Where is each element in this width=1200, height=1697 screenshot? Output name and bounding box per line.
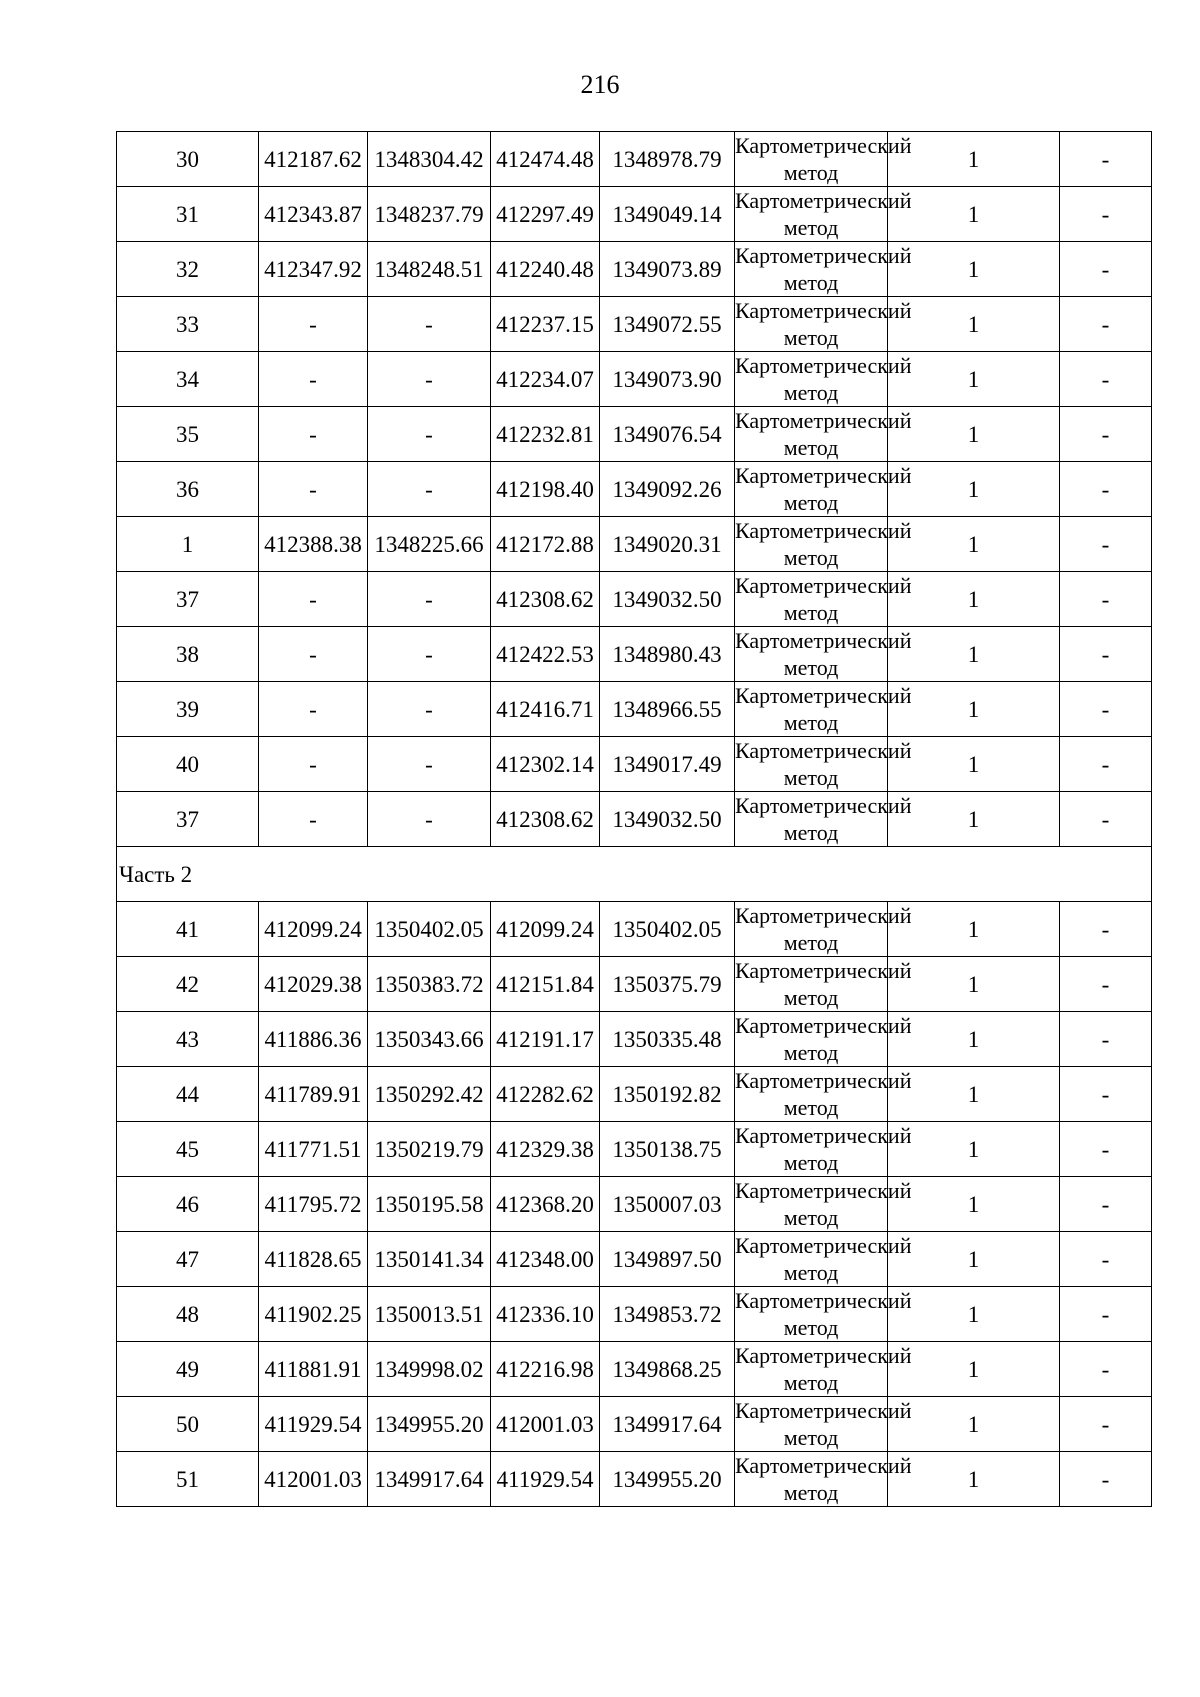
accuracy-cell: 1 xyxy=(888,1342,1060,1397)
old-y-cell: 1348225.66 xyxy=(368,517,491,572)
method-cell: Картометрический метод xyxy=(735,133,912,185)
new-y-cell: 1349072.55 xyxy=(600,297,735,352)
description-cell: - xyxy=(1060,682,1152,737)
accuracy-cell: 1 xyxy=(888,572,1060,627)
table-row xyxy=(117,1012,1152,1067)
new-x-cell: 412302.14 xyxy=(491,737,600,792)
new-y-cell: 1349032.50 xyxy=(600,792,735,847)
accuracy-cell: 1 xyxy=(888,1452,1060,1507)
new-x-cell: 412216.98 xyxy=(491,1342,600,1397)
point-number-cell: 32 xyxy=(117,242,259,297)
method-cell: Картометрический метод xyxy=(735,1178,912,1230)
new-y-cell: 1349092.26 xyxy=(600,462,735,517)
accuracy-cell: 1 xyxy=(888,902,1060,957)
point-number-cell: 34 xyxy=(117,352,259,407)
accuracy-cell: 1 xyxy=(888,1177,1060,1232)
method-cell: Картометрический метод xyxy=(735,1288,912,1340)
description-cell: - xyxy=(1060,902,1152,957)
new-x-cell: 412198.40 xyxy=(491,462,600,517)
point-number-cell: 1 xyxy=(117,517,259,572)
new-y-cell: 1349073.89 xyxy=(600,242,735,297)
old-x-cell: - xyxy=(259,352,368,407)
point-number-cell: 37 xyxy=(117,792,259,847)
table-row xyxy=(117,1342,1152,1397)
new-y-cell: 1350402.05 xyxy=(600,902,735,957)
method-cell: Картометрический метод xyxy=(735,463,912,515)
old-x-cell: 411795.72 xyxy=(259,1177,368,1232)
old-x-cell: - xyxy=(259,407,368,462)
section-label: Часть 2 xyxy=(117,847,1152,902)
description-cell: - xyxy=(1060,132,1152,187)
old-x-cell: - xyxy=(259,297,368,352)
old-y-cell: - xyxy=(368,792,491,847)
old-y-cell: 1350141.34 xyxy=(368,1232,491,1287)
method-cell: Картометрический метод xyxy=(735,1343,912,1395)
table-row xyxy=(117,297,1152,352)
point-number-cell: 42 xyxy=(117,957,259,1012)
new-x-cell: 412282.62 xyxy=(491,1067,600,1122)
accuracy-cell: 1 xyxy=(888,1287,1060,1342)
accuracy-cell: 1 xyxy=(888,132,1060,187)
method-cell: Картометрический метод xyxy=(735,903,912,955)
accuracy-cell: 1 xyxy=(888,1397,1060,1452)
new-y-cell: 1348966.55 xyxy=(600,682,735,737)
description-cell: - xyxy=(1060,297,1152,352)
new-y-cell: 1349017.49 xyxy=(600,737,735,792)
new-x-cell: 412151.84 xyxy=(491,957,600,1012)
old-x-cell: 411828.65 xyxy=(259,1232,368,1287)
method-cell: Картометрический метод xyxy=(735,958,912,1010)
table-row xyxy=(117,132,1152,187)
new-x-cell: 412416.71 xyxy=(491,682,600,737)
old-x-cell: - xyxy=(259,682,368,737)
new-x-cell: 412422.53 xyxy=(491,627,600,682)
description-cell: - xyxy=(1060,187,1152,242)
description-cell: - xyxy=(1060,1287,1152,1342)
method-cell: Картометрический метод xyxy=(735,738,912,790)
description-cell: - xyxy=(1060,1232,1152,1287)
new-y-cell: 1349917.64 xyxy=(600,1397,735,1452)
table-row xyxy=(117,957,1152,1012)
old-y-cell: - xyxy=(368,627,491,682)
accuracy-cell: 1 xyxy=(888,957,1060,1012)
point-number-cell: 47 xyxy=(117,1232,259,1287)
description-cell: - xyxy=(1060,737,1152,792)
new-x-cell: 412336.10 xyxy=(491,1287,600,1342)
method-cell: Картометрический метод xyxy=(735,1398,912,1450)
new-y-cell: 1349853.72 xyxy=(600,1287,735,1342)
table-row xyxy=(117,792,1152,847)
accuracy-cell: 1 xyxy=(888,1067,1060,1122)
new-x-cell: 412329.38 xyxy=(491,1122,600,1177)
table-row xyxy=(117,572,1152,627)
accuracy-cell: 1 xyxy=(888,792,1060,847)
accuracy-cell: 1 xyxy=(888,462,1060,517)
point-number-cell: 41 xyxy=(117,902,259,957)
old-x-cell: 412099.24 xyxy=(259,902,368,957)
point-number-cell: 51 xyxy=(117,1452,259,1507)
description-cell: - xyxy=(1060,517,1152,572)
new-y-cell: 1349020.31 xyxy=(600,517,735,572)
old-x-cell: 412347.92 xyxy=(259,242,368,297)
point-number-cell: 48 xyxy=(117,1287,259,1342)
old-x-cell: - xyxy=(259,572,368,627)
accuracy-cell: 1 xyxy=(888,352,1060,407)
point-number-cell: 31 xyxy=(117,187,259,242)
description-cell: - xyxy=(1060,1012,1152,1067)
point-number-cell: 43 xyxy=(117,1012,259,1067)
method-cell: Картометрический метод xyxy=(735,353,912,405)
method-cell: Картометрический метод xyxy=(735,1123,912,1175)
point-number-cell: 39 xyxy=(117,682,259,737)
new-x-cell: 412172.88 xyxy=(491,517,600,572)
description-cell: - xyxy=(1060,352,1152,407)
table-row xyxy=(117,682,1152,737)
accuracy-cell: 1 xyxy=(888,187,1060,242)
table-row xyxy=(117,1177,1152,1232)
page-number: 216 xyxy=(580,70,620,99)
accuracy-cell: 1 xyxy=(888,407,1060,462)
point-number-cell: 45 xyxy=(117,1122,259,1177)
new-y-cell: 1350375.79 xyxy=(600,957,735,1012)
old-x-cell: 411771.51 xyxy=(259,1122,368,1177)
table-row xyxy=(117,902,1152,957)
new-y-cell: 1349897.50 xyxy=(600,1232,735,1287)
method-cell: Картометрический метод xyxy=(735,408,912,460)
old-x-cell: - xyxy=(259,627,368,682)
table-row xyxy=(117,1067,1152,1122)
description-cell: - xyxy=(1060,407,1152,462)
old-x-cell: 412388.38 xyxy=(259,517,368,572)
description-cell: - xyxy=(1060,242,1152,297)
new-y-cell: 1348978.79 xyxy=(600,132,735,187)
description-cell: - xyxy=(1060,462,1152,517)
old-x-cell: 411881.91 xyxy=(259,1342,368,1397)
method-cell: Картометрический метод xyxy=(735,1013,912,1065)
accuracy-cell: 1 xyxy=(888,297,1060,352)
old-x-cell: 411886.36 xyxy=(259,1012,368,1067)
new-y-cell: 1350335.48 xyxy=(600,1012,735,1067)
old-y-cell: - xyxy=(368,682,491,737)
new-x-cell: 412191.17 xyxy=(491,1012,600,1067)
old-y-cell: 1350343.66 xyxy=(368,1012,491,1067)
description-cell: - xyxy=(1060,1067,1152,1122)
old-y-cell: 1350292.42 xyxy=(368,1067,491,1122)
new-y-cell: 1349076.54 xyxy=(600,407,735,462)
old-y-cell: - xyxy=(368,297,491,352)
description-cell: - xyxy=(1060,627,1152,682)
new-x-cell: 412240.48 xyxy=(491,242,600,297)
method-cell: Картометрический метод xyxy=(735,793,912,845)
table-row xyxy=(117,627,1152,682)
old-y-cell: 1349917.64 xyxy=(368,1452,491,1507)
new-x-cell: 412001.03 xyxy=(491,1397,600,1452)
description-cell: - xyxy=(1060,572,1152,627)
method-cell: Картометрический метод xyxy=(735,298,912,350)
new-x-cell: 412237.15 xyxy=(491,297,600,352)
new-y-cell: 1349955.20 xyxy=(600,1452,735,1507)
accuracy-cell: 1 xyxy=(888,737,1060,792)
table-row xyxy=(117,1452,1152,1507)
accuracy-cell: 1 xyxy=(888,682,1060,737)
old-x-cell: 412187.62 xyxy=(259,132,368,187)
method-cell: Картометрический метод xyxy=(735,628,912,680)
table-row xyxy=(117,737,1152,792)
old-x-cell: 412001.03 xyxy=(259,1452,368,1507)
old-y-cell: 1348304.42 xyxy=(368,132,491,187)
new-x-cell: 412308.62 xyxy=(491,572,600,627)
coordinates-table xyxy=(116,131,1152,1507)
accuracy-cell: 1 xyxy=(888,1122,1060,1177)
method-cell: Картометрический метод xyxy=(735,243,912,295)
point-number-cell: 30 xyxy=(117,132,259,187)
description-cell: - xyxy=(1060,1342,1152,1397)
new-x-cell: 412232.81 xyxy=(491,407,600,462)
old-y-cell: 1349998.02 xyxy=(368,1342,491,1397)
table-row xyxy=(117,517,1152,572)
old-y-cell: 1350402.05 xyxy=(368,902,491,957)
point-number-cell: 46 xyxy=(117,1177,259,1232)
old-y-cell: 1350013.51 xyxy=(368,1287,491,1342)
old-y-cell: 1349955.20 xyxy=(368,1397,491,1452)
point-number-cell: 36 xyxy=(117,462,259,517)
old-x-cell: - xyxy=(259,792,368,847)
accuracy-cell: 1 xyxy=(888,517,1060,572)
old-x-cell: - xyxy=(259,462,368,517)
new-x-cell: 412474.48 xyxy=(491,132,600,187)
old-x-cell: 412343.87 xyxy=(259,187,368,242)
table-row xyxy=(117,462,1152,517)
method-cell: Картометрический метод xyxy=(735,188,912,240)
accuracy-cell: 1 xyxy=(888,1012,1060,1067)
new-x-cell: 412099.24 xyxy=(491,902,600,957)
new-y-cell: 1350007.03 xyxy=(600,1177,735,1232)
method-cell: Картометрический метод xyxy=(735,518,912,570)
table-row xyxy=(117,1232,1152,1287)
old-x-cell: 411789.91 xyxy=(259,1067,368,1122)
section-label-row xyxy=(117,847,1152,902)
old-y-cell: - xyxy=(368,407,491,462)
point-number-cell: 38 xyxy=(117,627,259,682)
old-x-cell: 411929.54 xyxy=(259,1397,368,1452)
point-number-cell: 44 xyxy=(117,1067,259,1122)
new-y-cell: 1350192.82 xyxy=(600,1067,735,1122)
new-x-cell: 412234.07 xyxy=(491,352,600,407)
table-body xyxy=(117,132,1152,1507)
new-x-cell: 412308.62 xyxy=(491,792,600,847)
table-row xyxy=(117,407,1152,462)
table-row xyxy=(117,1397,1152,1452)
point-number-cell: 35 xyxy=(117,407,259,462)
description-cell: - xyxy=(1060,1122,1152,1177)
method-cell: Картометрический метод xyxy=(735,1068,912,1120)
description-cell: - xyxy=(1060,792,1152,847)
new-y-cell: 1349868.25 xyxy=(600,1342,735,1397)
point-number-cell: 37 xyxy=(117,572,259,627)
description-cell: - xyxy=(1060,957,1152,1012)
table-row xyxy=(117,352,1152,407)
table-row xyxy=(117,187,1152,242)
old-x-cell: - xyxy=(259,737,368,792)
new-x-cell: 412368.20 xyxy=(491,1177,600,1232)
old-y-cell: - xyxy=(368,352,491,407)
description-cell: - xyxy=(1060,1452,1152,1507)
accuracy-cell: 1 xyxy=(888,1232,1060,1287)
new-y-cell: 1349032.50 xyxy=(600,572,735,627)
point-number-cell: 49 xyxy=(117,1342,259,1397)
method-cell: Картометрический метод xyxy=(735,573,912,625)
description-cell: - xyxy=(1060,1397,1152,1452)
old-y-cell: 1350383.72 xyxy=(368,957,491,1012)
point-number-cell: 33 xyxy=(117,297,259,352)
new-y-cell: 1349073.90 xyxy=(600,352,735,407)
old-y-cell: - xyxy=(368,737,491,792)
method-cell: Картометрический метод xyxy=(735,683,912,735)
old-y-cell: 1350219.79 xyxy=(368,1122,491,1177)
point-number-cell: 50 xyxy=(117,1397,259,1452)
old-x-cell: 411902.25 xyxy=(259,1287,368,1342)
method-cell: Картометрический метод xyxy=(735,1453,912,1505)
old-y-cell: - xyxy=(368,572,491,627)
new-x-cell: 412297.49 xyxy=(491,187,600,242)
new-y-cell: 1350138.75 xyxy=(600,1122,735,1177)
new-x-cell: 412348.00 xyxy=(491,1232,600,1287)
old-x-cell: 412029.38 xyxy=(259,957,368,1012)
table-row xyxy=(117,242,1152,297)
accuracy-cell: 1 xyxy=(888,242,1060,297)
old-y-cell: - xyxy=(368,462,491,517)
old-y-cell: 1350195.58 xyxy=(368,1177,491,1232)
table-row xyxy=(117,1122,1152,1177)
point-number-cell: 40 xyxy=(117,737,259,792)
new-y-cell: 1348980.43 xyxy=(600,627,735,682)
description-cell: - xyxy=(1060,1177,1152,1232)
old-y-cell: 1348248.51 xyxy=(368,242,491,297)
method-cell: Картометрический метод xyxy=(735,1233,912,1285)
old-y-cell: 1348237.79 xyxy=(368,187,491,242)
accuracy-cell: 1 xyxy=(888,627,1060,682)
new-x-cell: 411929.54 xyxy=(491,1452,600,1507)
table-row xyxy=(117,1287,1152,1342)
new-y-cell: 1349049.14 xyxy=(600,187,735,242)
